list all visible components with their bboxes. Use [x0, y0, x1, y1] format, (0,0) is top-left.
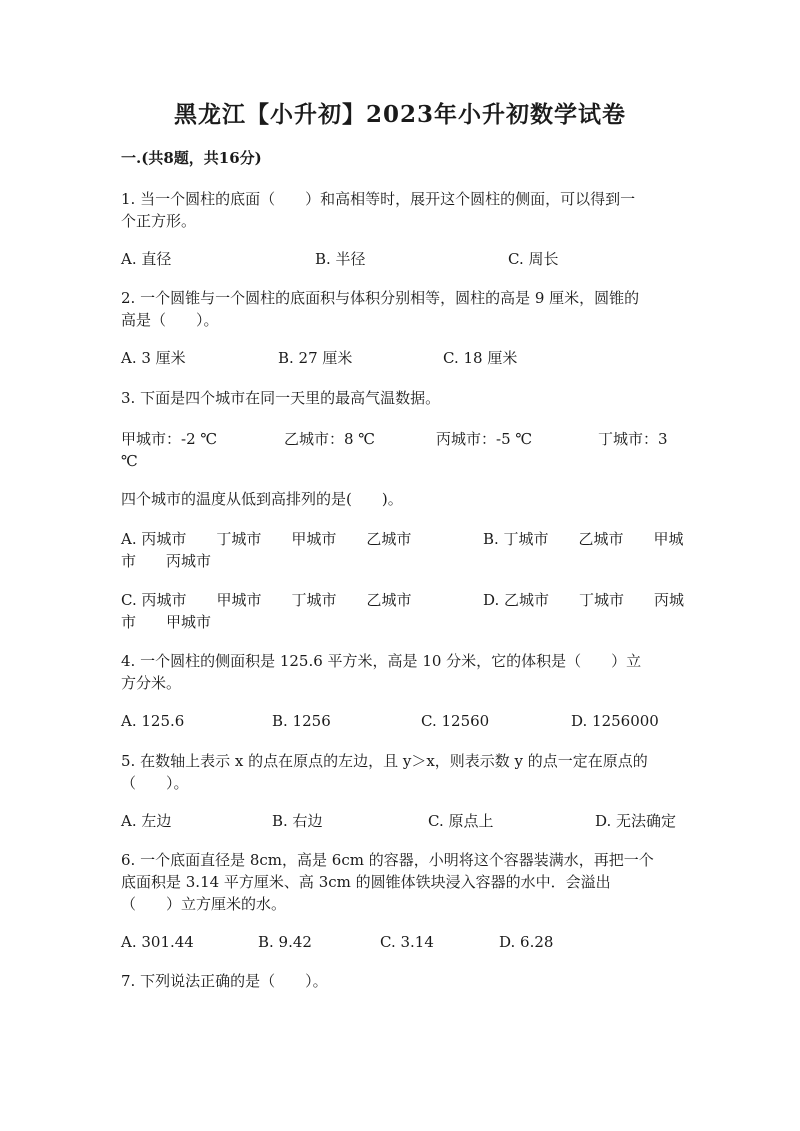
q3-option-d-cont[interactable]: 市 甲城市 [121, 613, 212, 631]
q6-option-d[interactable]: D. 6.28 [499, 933, 554, 951]
q3-option-a[interactable]: A. 丙城市 丁城市 甲城市 乙城市 [121, 530, 412, 548]
q5-option-b[interactable]: B. 右边 [272, 812, 323, 830]
question-3-text: 3. 下面是四个城市在同一天里的最高气温数据。 [121, 389, 441, 407]
q4-option-d[interactable]: D. 1256000 [571, 712, 659, 730]
question-4-text-cont: 方分米。 [121, 674, 182, 692]
q1-option-b[interactable]: B. 半径 [315, 250, 366, 268]
q3-option-b[interactable]: B. 丁城市 乙城市 甲城 [483, 530, 684, 548]
q6-option-b[interactable]: B. 9.42 [258, 933, 312, 951]
temp-ding-unit: ℃ [121, 452, 138, 470]
question-6-text-cont: 底面积是 3.14 平方厘米、高 3cm 的圆锥体铁块浸入容器的水中．会溢出 [121, 873, 611, 891]
temp-bing: 丙城市：-5 ℃ [436, 430, 533, 448]
question-5-text-cont: （ ）。 [121, 774, 189, 792]
q5-option-d[interactable]: D. 无法确定 [595, 812, 677, 830]
q6-option-a[interactable]: A. 301.44 [121, 933, 194, 951]
temp-yi: 乙城市：8 ℃ [284, 430, 376, 448]
q4-option-a[interactable]: A. 125.6 [121, 712, 185, 730]
question-2-text-cont: 高是（ ）。 [121, 311, 219, 329]
q2-option-b[interactable]: B. 27 厘米 [278, 349, 353, 367]
question-1-text: 1. 当一个圆柱的底面（ ）和高相等时，展开这个圆柱的侧面，可以得到一 [121, 190, 636, 208]
temp-ding: 丁城市：3 [598, 430, 668, 448]
q6-option-c[interactable]: C. 3.14 [380, 933, 434, 951]
q5-option-c[interactable]: C. 原点上 [428, 812, 494, 830]
q4-option-b[interactable]: B. 1256 [272, 712, 331, 730]
q4-option-c[interactable]: C. 12560 [421, 712, 490, 730]
q3-option-b-cont[interactable]: 市 丙城市 [121, 552, 212, 570]
q1-option-a[interactable]: A. 直径 [121, 250, 172, 268]
question-3-prompt: 四个城市的温度从低到高排列的是( )。 [121, 490, 403, 508]
page-title: 黑龙江【小升初】2023年小升初数学试卷 [173, 101, 626, 128]
question-5-text: 5. 在数轴上表示 x 的点在原点的左边，且 y＞x，则表示数 y 的点一定在原点的 [121, 752, 648, 770]
q1-option-c[interactable]: C. 周长 [508, 250, 559, 268]
question-2-text: 2. 一个圆锥与一个圆柱的底面积与体积分别相等，圆柱的高是 9 厘米，圆锥的 [121, 289, 640, 307]
q3-option-c[interactable]: C. 丙城市 甲城市 丁城市 乙城市 [121, 591, 412, 609]
question-7-text: 7. 下列说法正确的是（ ）。 [121, 972, 328, 990]
q2-option-c[interactable]: C. 18 厘米 [443, 349, 518, 367]
question-1-text-cont: 个正方形。 [121, 212, 197, 230]
question-6-text-cont-2: （ ）立方厘米的水。 [121, 895, 287, 913]
question-6-text: 6. 一个底面直径是 8cm，高是 6cm 的容器，小明将这个容器装满水，再把一个 [121, 851, 654, 869]
q5-option-a[interactable]: A. 左边 [121, 812, 172, 830]
section-heading: 一.(共8题，共16分) [121, 149, 262, 167]
temp-jia: 甲城市：-2 ℃ [121, 430, 218, 448]
q3-option-d[interactable]: D. 乙城市 丁城市 丙城 [483, 591, 685, 609]
question-4-text: 4. 一个圆柱的侧面积是 125.6 平方米，高是 10 分米，它的体积是（ ）立 [121, 652, 642, 670]
q2-option-a[interactable]: A. 3 厘米 [121, 349, 186, 367]
